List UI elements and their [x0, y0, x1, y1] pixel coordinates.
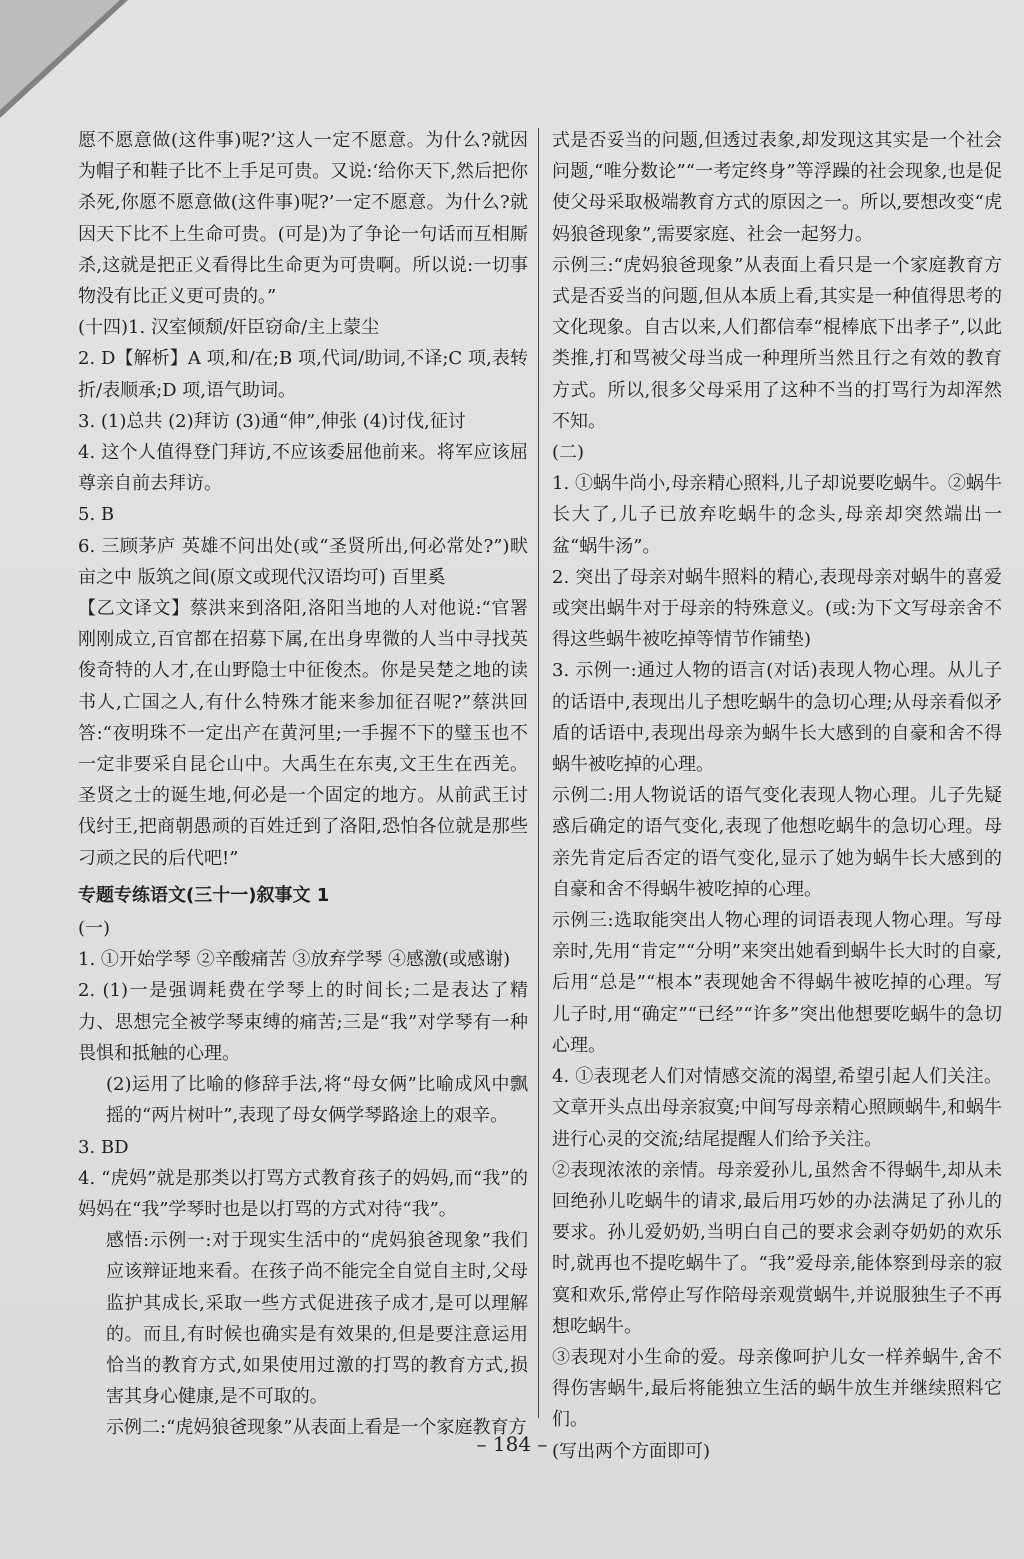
answer-item: 4. 这个人值得登门拜访,不应该委屈他前来。将军应该屈尊亲自前去拜访。 [78, 442, 528, 495]
answer-item: ③表现对小生命的爱。母亲像呵护儿女一样养蜗牛,舍不得伤害蜗牛,最后将能独立生活的蜗牛放生并继续照料它们。 [552, 1346, 1002, 1431]
answer-item: ②表现浓浓的亲情。母亲爱孙儿,虽然舍不得蜗牛,却从未回绝孙儿吃蜗牛的请求,最后用巧妙的办法满足了孙儿的要求。孙儿爱奶奶,当明白自己的要求会剥夺奶奶的欢乐时,就再也不提吃蜗牛了。“我”爱母亲,能体察到母亲的寂寞和欢乐,常停止写作陪母亲观赏蜗牛,并说服独生子不再想吃蜗牛。 [552, 1159, 1002, 1337]
answer-item: 2. 突出了母亲对蜗牛照料的精心,表现母亲对蜗牛的喜爱或突出蜗牛对于母亲的特殊意义。(或:为下文写母亲舍不得这些蜗牛被吃掉等情节作铺垫) [552, 566, 1002, 651]
answer-item: 6. 三顾茅庐 英雄不问出处(或“圣贤所出,何必常处?”)畎亩之中 版筑之间(原文或现代汉语均可) 百里奚 [78, 535, 528, 588]
answer-item: 示例二:“虎妈狼爸现象”从表面上看是一个家庭教育方 [106, 1417, 527, 1439]
answer-item: 3. BD [78, 1136, 129, 1158]
answer-item: 5. B [78, 504, 115, 526]
answer-item: 2. (1)一是强调耗费在学琴上的时间长;二是表达了精力、思想完全被学琴束缚的痛苦;三是“我”对学琴有一种畏惧和抵触的心理。 [78, 980, 528, 1064]
translation-paragraph: 【乙文译文】蔡洪来到洛阳,洛阳当地的人对他说:“官署刚刚成立,百官都在招募下属,在出身卑微的人当中寻找英俊奇特的人才,在山野隐士中征俊杰。你是吴楚之地的读书人,亡国之人,有什么特殊才能来参加征召呢?”蔡洪回答:“夜明珠不一定出产在黄河里;一手握不下的璧玉也不一定非要采自昆仑山中。大禹生在东夷,文王生在西羌。圣贤之士的诞生地,何必是一个固定的地方。从前武王讨伐纣王,把商朝愚顽的百姓迁到了洛阳,恐怕各位就是那些刁顽之民的后代吧!” [78, 598, 528, 869]
answer-item: 1. ①开始学琴 ②辛酸痛苦 ③放弃学琴 ④感激(或感谢) [78, 949, 511, 971]
paragraph: 愿不愿意做(这件事)呢?’这人一定不愿意。为什么?就因为帽子和鞋子比不上手足可贵。又说:‘给你天下,然后把你杀死,你愿不愿意做(这件事)呢?’一定不愿意。为什么?就因天下比不上生命可贵。(可是)为了争论一句话而互相厮杀,这就是把正义看得比生命更为可贵啊。所以说:一切事物没有比正义更可贵的。” [78, 130, 528, 308]
part-label: (一) [78, 918, 111, 940]
part-label: (二) [552, 442, 585, 464]
answer-item: 示例二:用人物说话的语气变化表现人物心理。儿子先疑惑后确定的语气变化,表现了他想吃蜗牛的急切心理。母亲先肯定后否定的语气变化,显示了她为蜗牛长大感到的自豪和舍不得蜗牛被吃掉的心理。 [552, 785, 1002, 900]
answer-item: 1. ①蜗牛尚小,母亲精心照料,儿子却说要吃蜗牛。②蜗牛长大了,儿子已放弃吃蜗牛的念头,母亲却突然端出一盆“蜗牛汤”。 [552, 473, 1002, 557]
answer-note: (写出两个方面即可) [552, 1440, 711, 1462]
page-number: – 184 – [476, 1432, 548, 1456]
left-column [78, 125, 528, 1444]
paragraph: 式是否妥当的问题,但透过表象,却发现这其实是一个社会问题,“唯分数论”“一考定终身”等浮躁的社会现象,也是促使父母采取极端教育方式的原因之一。所以,要想改变“虎妈狼爸现象”,需要家庭、社会一起努力。 [552, 130, 1002, 245]
answer-item: (2)运用了比喻的修辞手法,将“母女俩”比喻成风中飘摇的“两片树叶”,表现了母女俩学琴路途上的艰辛。 [106, 1074, 528, 1127]
answer-item: 示例三:选取能突出人物心理的词语表现人物心理。写母亲时,先用“肯定”“分明”来突出她看到蜗牛长大时的自豪,后用“总是”“根本”表现她舍不得蜗牛被吃掉的心理。写儿子时,用“确定”“已经”“许多”突出他想要吃蜗牛的急切心理。 [552, 910, 1002, 1056]
answer-item: 感悟:示例一:对于现实生活中的“虎妈狼爸现象”我们应该辩证地来看。在孩子尚不能完全自觉自主时,父母监护其成长,采取一些方式促进孩子成才,是可以理解的。而且,有时候也确实是有效果的,但是要注意运用恰当的教育方式,如果使用过激的打骂的教育方式,损害其身心健康,是不可取的。 [106, 1230, 528, 1408]
answer-item: 3. (1)总共 (2)拜访 (3)通“伸”,伸张 (4)讨伐,征讨 [78, 410, 466, 432]
paragraph: 示例三:“虎妈狼爸现象”从表面上看只是一个家庭教育方式是否妥当的问题,但从本质上看,其实是一种值得思考的文化现象。自古以来,人们都信奉“棍棒底下出孝子”,以此类推,打和骂被父母当成一种理所当然且行之有效的教育方式。所以,很多父母采用了这种不当的打骂行为却浑然不知。 [552, 254, 1002, 432]
answer-item: 4. “虎妈”就是那类以打骂方式教育孩子的妈妈,而“我”的妈妈在“我”学琴时也是以打骂的方式对待“我”。 [78, 1167, 528, 1220]
answer-item: 3. 示例一:通过人物的语言(对话)表现人物心理。从儿子的话语中,表现出儿子想吃蜗牛的急切心理;从母亲看似矛盾的话语中,表现出母亲为蜗牛长大感到的自豪和舍不得蜗牛被吃掉的心理。 [552, 660, 1002, 776]
answer-item: 2. D【解析】A 项,和/在;B 项,代词/助词,不译;C 项,表转折/表顺承;D 项,语气助词。 [78, 348, 528, 401]
column-divider [538, 128, 539, 1418]
answer-item: 4. ①表现老人们对情感交流的渴望,希望引起人们关注。文章开头点出母亲寂寞;中间写母亲精心照顾蜗牛,和蜗牛进行心灵的交流;结尾提醒人们给予关注。 [552, 1066, 1002, 1150]
answer-item: (十四)1. 汉室倾颓/奸臣窃命/主上蒙尘 [78, 317, 380, 339]
section-title: 专题专练语文(三十一)叙事文 1 [78, 884, 330, 906]
folded-corner-highlight [0, 0, 120, 110]
right-column [552, 125, 1002, 1467]
